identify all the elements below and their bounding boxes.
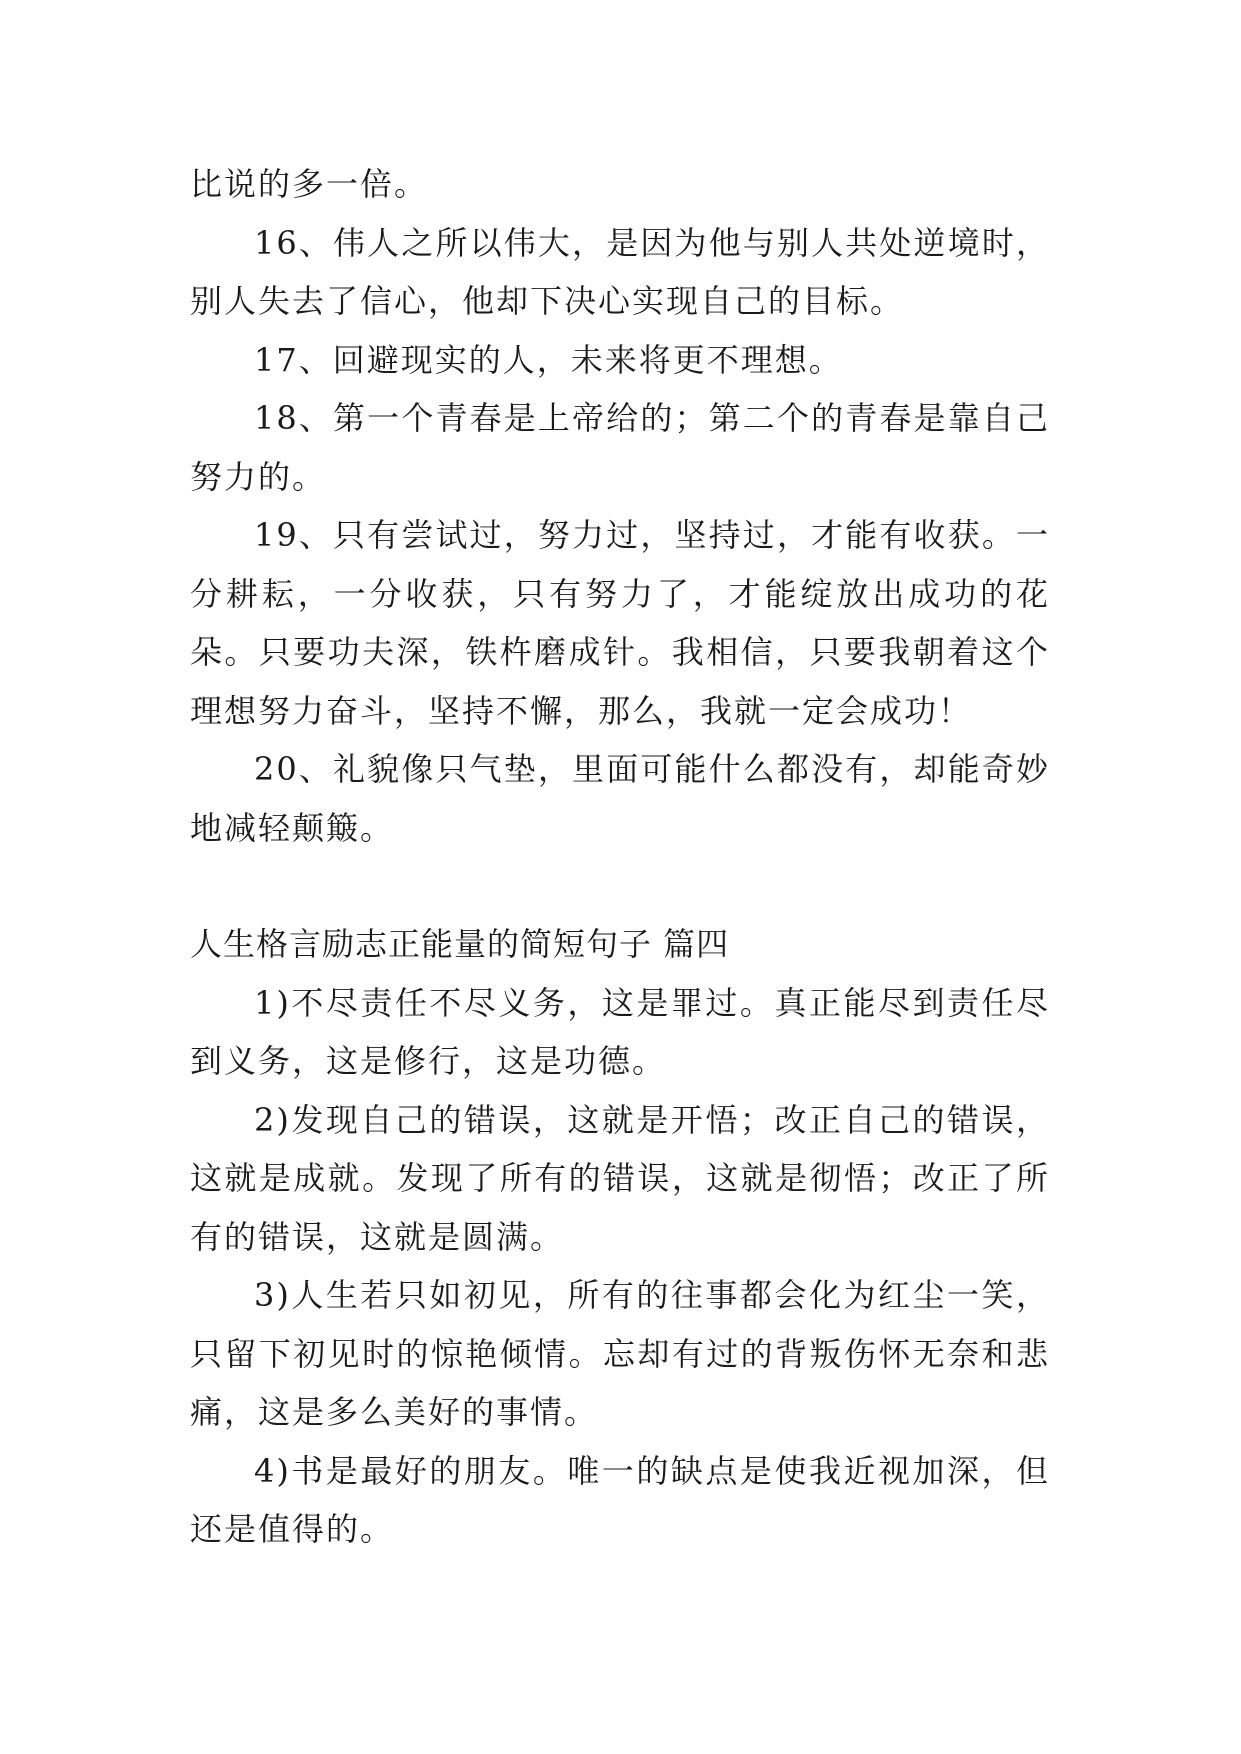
paragraph-1: 1)不尽责任不尽义务，这是罪过。真正能尽到责任尽到义务，这是修行，这是功德。 — [190, 983, 1050, 1080]
paragraph-17: 17、回避现实的人，未来将更不理想。 — [254, 340, 843, 379]
paragraph-18: 18、第一个青春是上帝给的；第二个的青春是靠自己努力的。 — [190, 399, 1050, 496]
section-spacer — [190, 857, 1050, 915]
paragraph-2: 2)发现自己的错误，这就是开悟；改正自己的错误，这就是成就。发现了所有的错误，这就是彻悟；改正了所有的错误，这就是圆满。 — [190, 1100, 1050, 1256]
paragraph-19: 19、只有尝试过，努力过，坚持过，才能有收获。一分耕耘，一分收获，只有努力了，才能绽放出成功的花朵。只要功夫深，铁杵磨成针。我相信，只要我朝着这个理想努力奋斗，坚持不懈，那么，我就一定会成功！ — [190, 516, 1050, 730]
section-heading: 人生格言励志正能量的简短句子 篇四 — [190, 925, 730, 963]
document-page — [190, 155, 1050, 1559]
paragraph-16: 16、伟人之所以伟大，是因为他与别人共处逆境时，别人失去了信心，他却下决心实现自己的目标。 — [190, 223, 1050, 320]
paragraph-3: 3)人生若只如初见，所有的往事都会化为红尘一笑，只留下初见时的惊艳倾情。忘却有过的背叛伤怀无奈和悲痛，这是多么美好的事情。 — [190, 1276, 1050, 1431]
paragraph-continuation: 比说的多一倍。 — [190, 165, 429, 203]
paragraph-20: 20、礼貌像只气垫，里面可能什么都没有，却能奇妙地减轻颠簸。 — [190, 750, 1050, 847]
paragraph-4: 4)书是最好的朋友。唯一的缺点是使我近视加深，但还是值得的。 — [190, 1451, 1050, 1548]
